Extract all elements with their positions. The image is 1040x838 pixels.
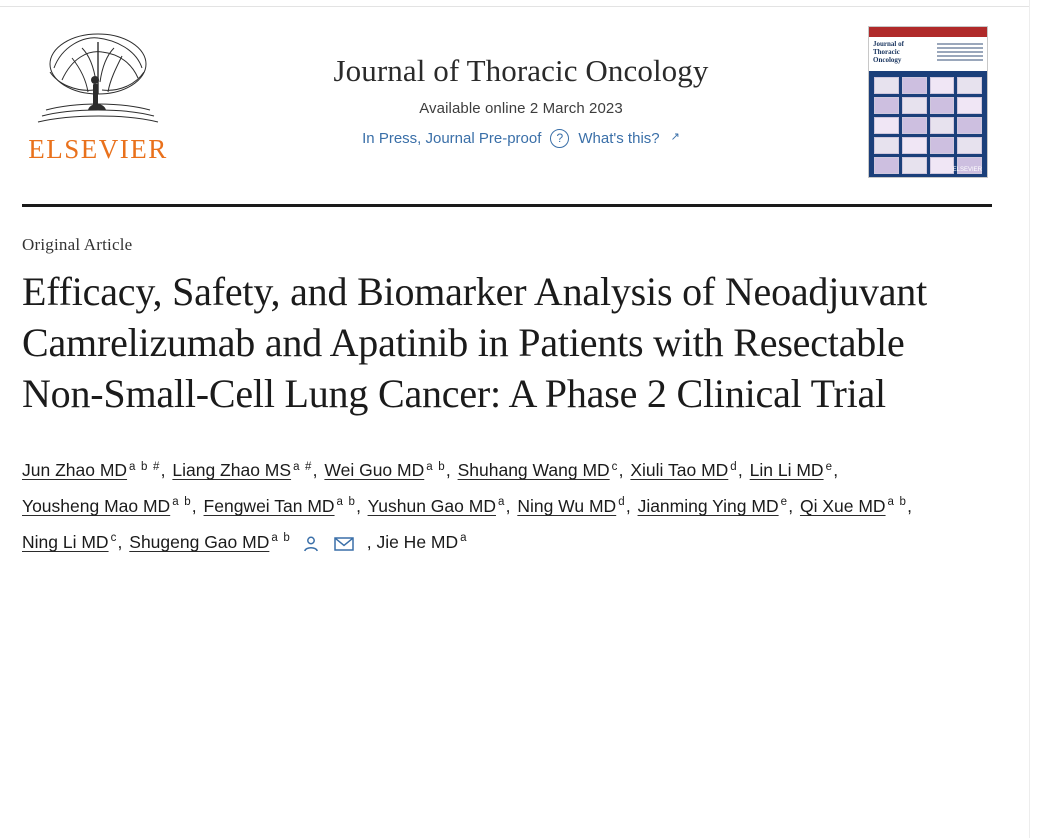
cover-top-band xyxy=(869,27,987,37)
cover-title-line-2: Thoracic xyxy=(873,48,900,57)
corresponding-author-affiliation: a b xyxy=(271,532,291,545)
author-separator: , xyxy=(191,496,197,517)
corresponding-author-icons xyxy=(302,526,363,562)
author-name[interactable]: Xiuli Tao MD xyxy=(630,460,729,481)
author-item xyxy=(517,496,632,516)
author-affiliation: a b xyxy=(172,496,192,509)
author-affiliation: a b # xyxy=(129,460,161,473)
page-title: Efficacy, Safety, and Biomarker Analysis of Neoadjuvant Camrelizumab and Apatinib in Patients with Resectable Non-Small-Cell Lung Cancer: A Phase 2 Clinical Trial xyxy=(22,269,928,416)
author-affiliation: d xyxy=(730,460,738,473)
external-link-icon: ↗ xyxy=(670,131,680,144)
cover-image-grid xyxy=(869,71,987,178)
cover-masthead xyxy=(869,37,987,71)
cover-title-line-3: Oncology xyxy=(873,56,902,65)
author-item xyxy=(638,496,796,516)
journal-title: Journal of Thoracic Oncology xyxy=(333,53,709,88)
author-separator: , xyxy=(505,496,511,517)
author-name[interactable]: Liang Zhao MS xyxy=(172,460,292,481)
author-name[interactable]: Jianming Ying MD xyxy=(637,496,779,517)
author-item xyxy=(204,496,363,516)
author-name[interactable]: Fengwei Tan MD xyxy=(203,496,335,517)
author-affiliation: a # xyxy=(293,460,313,473)
last-author-name[interactable]: Jie He MD xyxy=(376,532,459,553)
author-separator: , xyxy=(160,460,166,481)
author-separator: , xyxy=(788,496,794,517)
author-name[interactable]: Ning Wu MD xyxy=(517,496,617,517)
cover-footer-label: ELSEVIER xyxy=(952,167,982,173)
corresponding-author-name[interactable]: Shugeng Gao MD xyxy=(129,532,270,553)
journal-status-row xyxy=(174,129,868,148)
article-block xyxy=(0,207,1040,561)
author-name[interactable]: Shuhang Wang MD xyxy=(457,460,610,481)
article-type: Original Article xyxy=(22,235,133,254)
author-item xyxy=(172,460,319,480)
author-name[interactable]: Wei Guo MD xyxy=(324,460,425,481)
envelope-icon[interactable] xyxy=(334,536,354,552)
author-item xyxy=(22,496,199,516)
journal-header xyxy=(0,0,1040,196)
cover-decorative-bars xyxy=(937,43,983,63)
author-separator: , xyxy=(625,496,631,517)
author-item xyxy=(458,460,626,480)
journal-cover-thumbnail[interactable] xyxy=(868,26,988,178)
author-affiliation: a b xyxy=(336,496,357,509)
author-separator: , xyxy=(618,460,624,481)
author-separator: , xyxy=(117,532,123,553)
last-author xyxy=(376,532,467,552)
person-icon[interactable] xyxy=(302,535,320,553)
author-item xyxy=(368,496,513,516)
author-affiliation: e xyxy=(825,460,834,473)
author-list xyxy=(22,453,992,561)
author-name[interactable]: Yushun Gao MD xyxy=(367,496,496,517)
author-item xyxy=(800,496,914,516)
elsevier-tree-icon xyxy=(32,28,164,132)
author-item xyxy=(750,460,840,480)
author-separator: , xyxy=(356,496,362,517)
author-affiliation: c xyxy=(611,460,619,473)
whats-this-link[interactable]: What's this? xyxy=(578,130,660,148)
author-affiliation: a xyxy=(497,496,506,509)
last-author-affiliation: a xyxy=(460,532,468,545)
author-affiliation: a b xyxy=(426,460,446,473)
author-name[interactable]: Qi Xue MD xyxy=(799,496,886,517)
cover-title-line-1: Journal of xyxy=(873,40,904,48)
press-status: In Press, Journal Pre-proof xyxy=(362,130,542,148)
author-affiliation: e xyxy=(780,496,789,509)
author-name[interactable]: Ning Li MD xyxy=(22,532,109,553)
author-affiliation: c xyxy=(110,532,118,545)
author-separator: , xyxy=(737,460,743,481)
journal-availability: Available online 2 March 2023 xyxy=(419,100,623,118)
author-item xyxy=(630,460,744,480)
author-name[interactable]: Yousheng Mao MD xyxy=(22,496,171,517)
author-affiliation: d xyxy=(618,496,626,509)
page-right-edge xyxy=(1029,0,1040,838)
author-item xyxy=(22,532,124,552)
author-separator: , xyxy=(312,460,318,481)
publisher-name: ELSEVIER xyxy=(28,134,168,164)
author-separator: , xyxy=(833,460,839,481)
publisher-logo[interactable] xyxy=(22,22,174,165)
author-separator: , xyxy=(445,460,451,481)
author-item xyxy=(324,460,452,480)
author-item xyxy=(22,460,168,480)
question-mark-icon[interactable]: ? xyxy=(550,129,569,148)
author-name[interactable]: Lin Li MD xyxy=(749,460,824,481)
journal-info xyxy=(174,22,868,148)
author-affiliation: a b xyxy=(887,496,908,509)
author-separator: , xyxy=(907,496,913,517)
corresponding-author-separator: , xyxy=(366,532,372,553)
author-name[interactable]: Jun Zhao MD xyxy=(22,460,128,481)
corresponding-author xyxy=(129,532,376,552)
page-top-divider xyxy=(0,0,1040,7)
